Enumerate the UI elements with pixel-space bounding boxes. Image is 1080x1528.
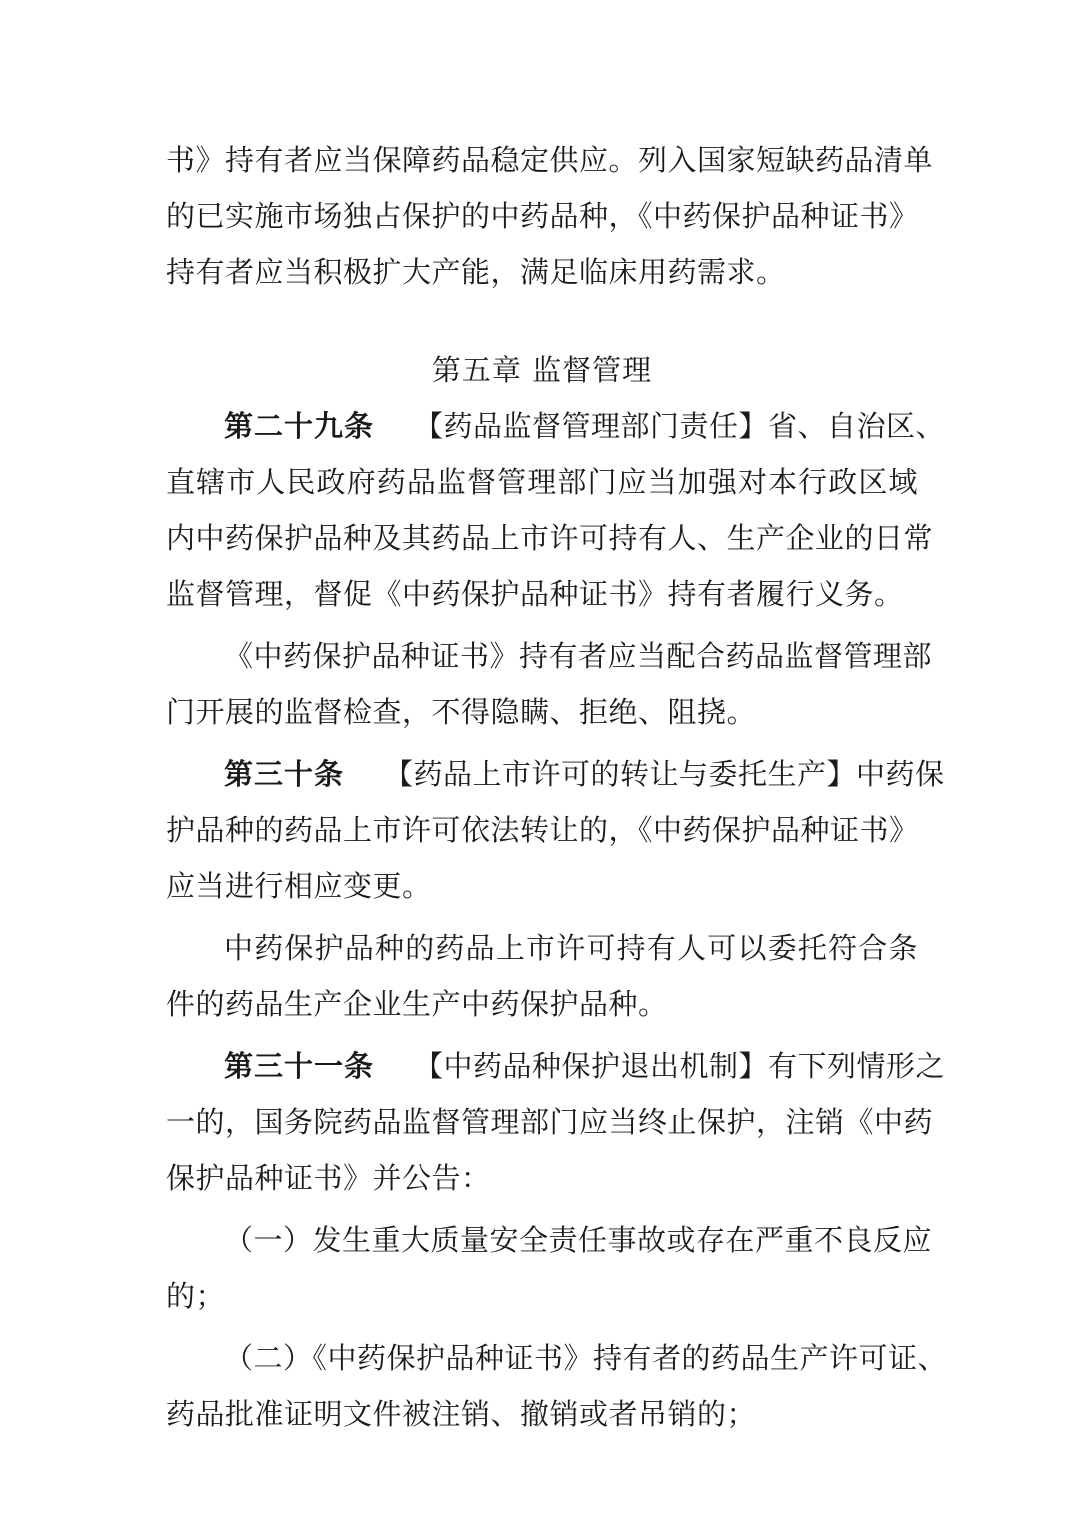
intro-paragraph [166,132,934,300]
chapter-title: 第五章 监督管理 [431,353,653,387]
article-29-line-4: 监督管理，督促《中药保护品种证书》持有者履行义务。 [166,577,904,611]
article-31-number: 第三十一条 [224,1049,375,1083]
article-30-heading: 【药品上市许可的转让与委托生产】中药保 [384,757,945,791]
article-29-p2-line-1: 《中药保护品种证书》持有者应当配合药品监督管理部 [224,639,933,673]
article-29-p2-line-2: 门开展的监督检查，不得隐瞒、拒绝、阻挠。 [166,695,757,729]
article-31-item-1-line-2: 的； [166,1279,226,1313]
article-30-p2-line-1: 中药保护品种的药品上市许可持有人可以委托符合条 [224,931,918,965]
article-29-first-line [166,398,946,454]
article-29-number: 第二十九条 [224,409,375,443]
article-31-line-2: 一的，国务院药品监督管理部门应当终止保护，注销《中药 [166,1105,934,1139]
intro-line-1: 书》持有者应当保障药品稳定供应。列入国家短缺药品清单 [166,143,934,177]
article-29-line-2: 直辖市人民政府药品监督管理部门应当加强对本行政区域 [166,465,918,499]
article-31-item-2-line-1: （二）《中药保护品种证书》持有者的药品生产许可证、 [224,1341,948,1375]
article-31-heading: 【中药品种保护退出机制】有下列情形之 [414,1049,946,1083]
article-30-line-3: 应当进行相应变更。 [166,869,432,903]
article-30-line-2: 护品种的药品上市许可依法转让的，《中药保护品种证书》 [166,813,919,847]
intro-line-3: 持有者应当积极扩大产能，满足临床用药需求。 [166,255,786,289]
article-31-line-3: 保护品种证书》并公告： [166,1161,491,1195]
article-31-first-line [166,1038,946,1094]
document-page [166,132,948,1442]
article-31-item-2-line-2: 药品批准证明文件被注销、撤销或者吊销的； [166,1397,757,1431]
intro-line-2: 的已实施市场独占保护的中药品种，《中药保护品种证书》 [166,199,919,233]
article-30-number: 第三十条 [224,757,345,791]
article-31-item-1-line-1: （一）发生重大质量安全责任事故或存在严重不良反应 [224,1223,933,1257]
article-30-p2-line-2: 件的药品生产企业生产中药保护品种。 [166,987,668,1021]
article-30 [166,746,945,1032]
article-30-first-line [166,746,945,802]
article-29 [166,398,946,740]
article-29-heading: 【药品监督管理部门责任】省、自治区、 [414,409,946,443]
article-31 [166,1038,948,1442]
article-29-line-3: 内中药保护品种及其药品上市许可持有人、生产企业的日常 [166,521,934,555]
